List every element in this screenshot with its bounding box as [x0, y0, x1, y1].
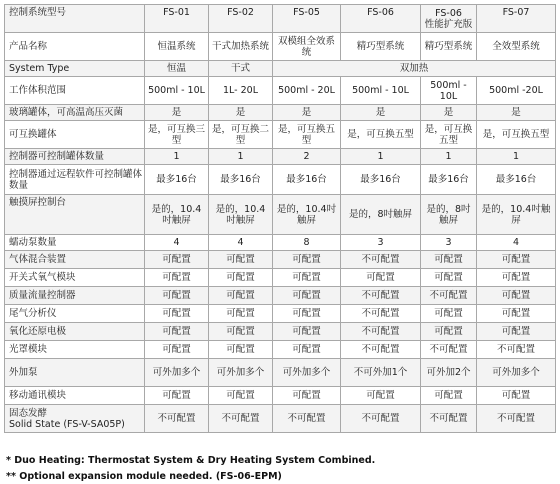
table-row — [5, 165, 556, 195]
cell: 可配置 — [477, 251, 556, 269]
row-label: 尾气分析仪 — [5, 305, 145, 323]
cell: 可配置 — [273, 251, 341, 269]
cell: 可外加多个 — [145, 359, 209, 387]
cell: 是 — [341, 105, 421, 121]
row-label: 氧化还原电极 — [5, 323, 145, 341]
table-row — [5, 61, 556, 77]
cell: 是的，8吋触屏 — [341, 195, 421, 235]
cell: 是的，10.4吋触屏 — [273, 195, 341, 235]
table-row — [5, 235, 556, 251]
cell: 可配置 — [145, 323, 209, 341]
model-header — [421, 5, 477, 33]
cell: 可配置 — [273, 323, 341, 341]
cell: 是 — [209, 105, 273, 121]
cell: 可配置 — [273, 341, 341, 359]
cell: 1L- 20L — [209, 77, 273, 105]
cell: 可配置 — [421, 305, 477, 323]
cell: 双加热 — [273, 61, 556, 77]
cell: 不可配置 — [421, 405, 477, 433]
cell: 最多16台 — [209, 165, 273, 195]
model-name: FS-06 — [435, 7, 462, 19]
cell: 可配置 — [209, 251, 273, 269]
cell: 4 — [209, 235, 273, 251]
cell: 最多16台 — [421, 165, 477, 195]
cell: 1 — [421, 149, 477, 165]
row-label: 开关式氧气模块 — [5, 269, 145, 287]
cell: 精巧型系统 — [421, 33, 477, 61]
row-label: 蠕动泵数量 — [5, 235, 145, 251]
cell: 可配置 — [145, 341, 209, 359]
table-row — [5, 77, 556, 105]
row-label: 移动通讯模块 — [5, 387, 145, 405]
cell: 精巧型系统 — [341, 33, 421, 61]
model-header: FS-02 — [209, 5, 273, 33]
row-label — [5, 405, 145, 433]
header-label: 控制系统型号 — [5, 5, 145, 33]
cell: 1 — [477, 149, 556, 165]
cell: 可配置 — [209, 341, 273, 359]
row-label: 产品名称 — [5, 33, 145, 61]
row-label: 质量流量控制器 — [5, 287, 145, 305]
cell: 可外加多个 — [273, 359, 341, 387]
model-header: FS-01 — [145, 5, 209, 33]
row-label: 控制器通过远程软件可控制罐体数量 — [5, 165, 145, 195]
cell: 可配置 — [421, 323, 477, 341]
cell: 500ml -20L — [477, 77, 556, 105]
cell: 4 — [145, 235, 209, 251]
row-label: 光罩模块 — [5, 341, 145, 359]
table-row — [5, 121, 556, 149]
cell: 是 — [421, 105, 477, 121]
cell: 最多16台 — [145, 165, 209, 195]
cell: 1 — [209, 149, 273, 165]
cell: 可配置 — [209, 287, 273, 305]
row-label: 可互换罐体 — [5, 121, 145, 149]
table-row — [5, 195, 556, 235]
cell: 可配置 — [209, 269, 273, 287]
row-label: 控制器可控制罐体数量 — [5, 149, 145, 165]
cell: 可配置 — [341, 269, 421, 287]
row-label: 触摸屏控制台 — [5, 195, 145, 235]
cell: 3 — [341, 235, 421, 251]
cell: 3 — [421, 235, 477, 251]
cell: 可配置 — [421, 251, 477, 269]
cell: 8 — [273, 235, 341, 251]
row-label: 工作体积范围 — [5, 77, 145, 105]
cell: 500ml - 20L — [273, 77, 341, 105]
table-row — [5, 405, 556, 433]
cell: 是，可互换三型 — [145, 121, 209, 149]
cell: 是，可互换二型 — [209, 121, 273, 149]
cell: 500ml - 10L — [145, 77, 209, 105]
model-header: FS-05 — [273, 5, 341, 33]
cell: 不可外加1个 — [341, 359, 421, 387]
cell: 最多16台 — [273, 165, 341, 195]
cell: 可配置 — [209, 323, 273, 341]
cell: 可配置 — [341, 387, 421, 405]
row-label: 气体混合装置 — [5, 251, 145, 269]
cell: 是的，8吋触屏 — [421, 195, 477, 235]
cell: 最多16台 — [341, 165, 421, 195]
cell: 不可配置 — [341, 287, 421, 305]
footnote-duo-heating: * Duo Heating: Thermostat System & Dry Heating System Combined. — [6, 455, 376, 466]
cell: 500ml - 10L — [421, 77, 477, 105]
cell: 500ml - 10L — [341, 77, 421, 105]
cell: 是，可互换五型 — [341, 121, 421, 149]
cell: 是的，10.4吋触屏 — [209, 195, 273, 235]
table-row — [5, 33, 556, 61]
cell: 可配置 — [145, 251, 209, 269]
table-row — [5, 359, 556, 387]
cell: 是，可互换五型 — [477, 121, 556, 149]
cell: 不可配置 — [341, 251, 421, 269]
cell: 可配置 — [209, 387, 273, 405]
cell: 可配置 — [477, 323, 556, 341]
cell: 可配置 — [477, 269, 556, 287]
cell: 不可配置 — [341, 341, 421, 359]
row-label: 玻璃罐体，可高温高压灭菌 — [5, 105, 145, 121]
cell: 可配置 — [273, 287, 341, 305]
table-row — [5, 149, 556, 165]
cell: 可外加多个 — [209, 359, 273, 387]
table-row — [5, 251, 556, 269]
cell: 可配置 — [273, 387, 341, 405]
cell: 1 — [145, 149, 209, 165]
cell: 是，可互换五型 — [273, 121, 341, 149]
cell: 最多16台 — [477, 165, 556, 195]
cell: 可配置 — [477, 387, 556, 405]
cell: 是的，10.4吋触屏 — [145, 195, 209, 235]
cell: 恒温 — [145, 61, 209, 77]
cell: 2 — [273, 149, 341, 165]
cell: 是 — [273, 105, 341, 121]
row-label: System Type — [5, 61, 145, 77]
cell: 可配置 — [421, 387, 477, 405]
cell: 可配置 — [145, 287, 209, 305]
header-row — [5, 5, 556, 33]
cell: 1 — [341, 149, 421, 165]
table-row — [5, 287, 556, 305]
cell: 不可配置 — [273, 405, 341, 433]
table-row — [5, 305, 556, 323]
cell: 不可配置 — [341, 405, 421, 433]
model-header: FS-06 — [341, 5, 421, 33]
cell: 是的，10.4吋触屏 — [477, 195, 556, 235]
cell: 干式加热系统 — [209, 33, 273, 61]
cell: 是，可互换五型 — [421, 121, 477, 149]
cell: 不可配置 — [421, 341, 477, 359]
table-row — [5, 105, 556, 121]
cell: 可配置 — [477, 287, 556, 305]
cell: 是 — [145, 105, 209, 121]
row-label-line: Solid State (FS-V-SA05P) — [9, 418, 125, 430]
cell: 是 — [477, 105, 556, 121]
cell: 不可配置 — [209, 405, 273, 433]
cell: 可配置 — [145, 305, 209, 323]
cell: 不可配置 — [341, 305, 421, 323]
row-label: 外加泵 — [5, 359, 145, 387]
cell: 恒温系统 — [145, 33, 209, 61]
cell: 干式 — [209, 61, 273, 77]
cell: 可配置 — [273, 305, 341, 323]
table-row — [5, 269, 556, 287]
cell: 可配置 — [477, 305, 556, 323]
cell: 可配置 — [145, 269, 209, 287]
cell: 可配置 — [145, 387, 209, 405]
cell: 不可配置 — [477, 341, 556, 359]
table-row — [5, 323, 556, 341]
cell: 4 — [477, 235, 556, 251]
model-header: FS-07 — [477, 5, 556, 33]
table-row — [5, 341, 556, 359]
table-row — [5, 387, 556, 405]
footnote-expansion-module: ** Optional expansion module needed. (FS-06-EPM) — [6, 471, 282, 482]
model-note: 性能扩充版 — [424, 18, 473, 30]
cell: 不可配置 — [341, 323, 421, 341]
cell: 可外加2个 — [421, 359, 477, 387]
cell: 可配置 — [421, 269, 477, 287]
cell: 不可配置 — [145, 405, 209, 433]
cell: 可配置 — [273, 269, 341, 287]
cell: 可配置 — [209, 305, 273, 323]
cell: 不可配置 — [477, 405, 556, 433]
cell: 不可配置 — [421, 287, 477, 305]
cell: 双模组全效系统 — [273, 33, 341, 61]
cell: 可外加多个 — [477, 359, 556, 387]
cell: 全效型系统 — [477, 33, 556, 61]
spec-table — [4, 4, 556, 433]
row-label-line: 固态发酵 — [9, 407, 48, 419]
